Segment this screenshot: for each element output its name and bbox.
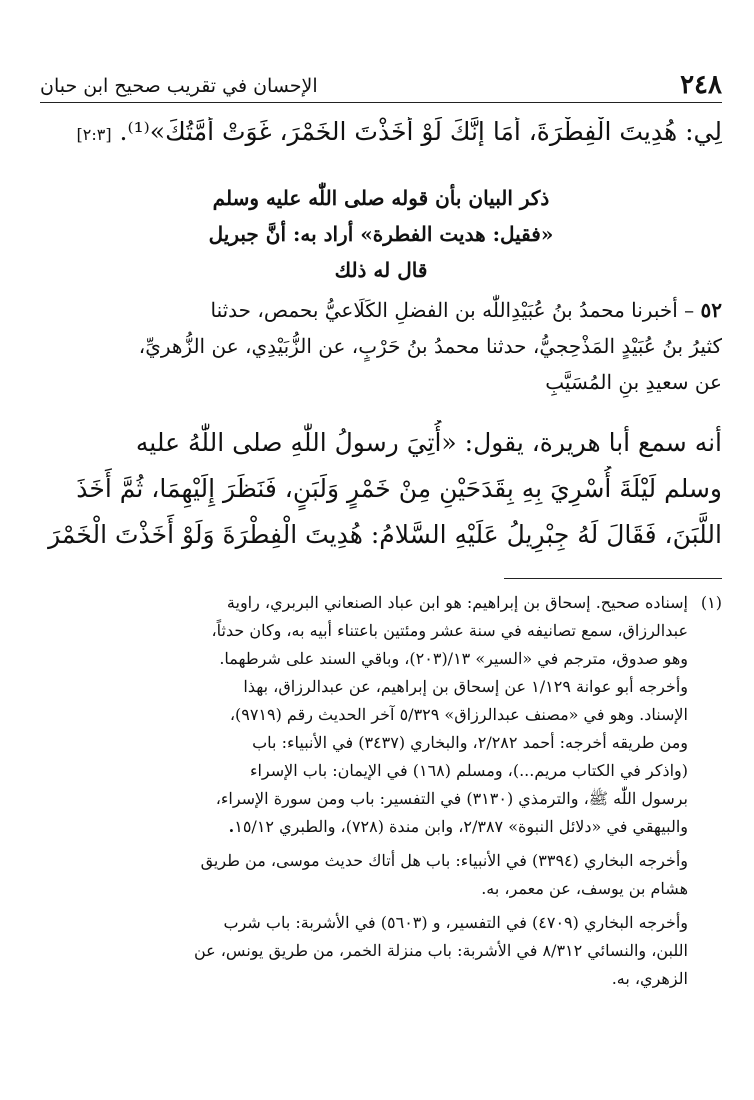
continuation-text: لِي: هُدِيتَ الْفِطْرَةَ، أَمَا إِنَّكَ لَوْ أَخَذْتَ الخَمْرَ، غَوَتْ أُمَّتُكَ»⁽¹⁾. bbox=[119, 117, 722, 146]
footnote-text: والبيهقي في «دلائل النبوة» ٢/٣٨٧، وابن مندة (٧٢٨)، والطبري ١٥/١٢ bbox=[234, 817, 688, 836]
continuation-line bbox=[40, 117, 722, 146]
footnote-line: اللبن، والنسائي ٨/٣١٢ في الأشربة: باب منزلة الخمر، من طريق يونس، عن bbox=[193, 941, 688, 960]
page-number: ٢٤٨ bbox=[680, 70, 722, 100]
footnote-line: (واذكر في الكتاب مريم...)، ومسلم (١٦٨) في الإيمان: باب الإسراء bbox=[249, 761, 688, 780]
footnote-line: هشام بن يوسف، عن معمر، به. bbox=[481, 879, 688, 898]
footnote-line: وأخرجه البخاري (٣٣٩٤) في الأنبياء: باب هل أتاك حديث موسى، من طريق bbox=[200, 851, 688, 870]
matn-line: اللَّبَنَ، فَقَالَ لَهُ جِبْرِيلُ عَلَيْهِ السَّلامُ: هُدِيتَ الْفِطْرَةَ وَلَوْ أَخَذْتَ الْخَمْرَ bbox=[48, 520, 722, 549]
footnotes bbox=[40, 589, 722, 993]
footnote-paragraph bbox=[40, 909, 722, 993]
hadith-number: ٥٢ bbox=[700, 298, 722, 322]
hadith-isnad bbox=[40, 292, 722, 400]
book-page bbox=[40, 58, 722, 999]
footnote-paragraph bbox=[40, 847, 722, 903]
chapter-heading-line: ذكر البيان بأن قوله صلى اللّٰه عليه وسلم bbox=[212, 186, 550, 210]
footnote-line: وهو صدوق، مترجم في «السير» ١٣/(٢٠٣)، وباقي السند على شرطهما. bbox=[219, 649, 688, 668]
isnad-line: كثيرُ بنُ عُبَيْدٍ المَذْحِجيُّ، حدثنا محمدُ بنُ حَرْبٍ، عن الزُّبَيْدِي، عن الزُّهريِّ، bbox=[138, 334, 722, 358]
chapter-heading bbox=[40, 180, 722, 288]
chapter-heading-line: قال له ذلك bbox=[334, 258, 428, 282]
hadith-matn bbox=[40, 420, 722, 558]
matn-line: وسلم لَيْلَةَ أُسْرِيَ بِهِ بِقَدَحَيْنِ مِنْ خَمْرٍ وَلَبَنٍ، فَنَظَرَ إِلَيْهِمَا، ثُمَّ أَخَذَ bbox=[76, 474, 722, 503]
isnad-line: عن سعيدِ بنِ المُسَيَّبِ bbox=[545, 370, 722, 394]
footnote-text: إسناده صحيح. إسحاق بن إبراهيم: هو ابن عباد الصنعاني البربري، راوية bbox=[226, 593, 688, 612]
footnote-line: الزهري، به. bbox=[611, 969, 688, 988]
footnote-paragraph bbox=[40, 589, 722, 841]
chapter-heading-line: «فقيل: هديت الفطرة» أراد به: أنَّ جبريل bbox=[208, 222, 554, 246]
footnote-line: عبدالرزاق، سمع تصانيفه في سنة عشر ومئتين باعتناء أبيه به، وكان حدثاً، bbox=[211, 621, 688, 640]
isnad-line bbox=[40, 292, 722, 328]
footnote-line: برسول اللّٰه ﷺ، والترمذي (٣١٣٠) في التفسير: باب ومن سورة الإسراء، bbox=[215, 789, 688, 808]
running-title: الإحسان في تقريب صحيح ابن حبان bbox=[40, 75, 318, 97]
page-header bbox=[40, 58, 722, 103]
matn-line: أنه سمع أبا هريرة، يقول: «أُتِيَ رسولُ اللّٰهِ صلى اللّٰهُ عليه bbox=[135, 428, 722, 457]
footnote-line: الإسناد. وهو في «مصنف عبدالرزاق» ٥/٣٢٩ آخر الحديث رقم (٩٧١٩)، bbox=[229, 705, 688, 724]
footnote-separator bbox=[504, 578, 722, 579]
footnote-line: والبيهقي في «دلائل النبوة» ٢/٣٨٧، وابن مندة (٧٢٨)، والطبري ١٥/١٢. bbox=[228, 817, 688, 836]
footnote-line: وأخرجه البخاري (٤٧٠٩) في التفسير، و (٥٦٠٣) في الأشربة: باب شرب bbox=[223, 913, 688, 932]
continuation-ref: [٢:٣] bbox=[76, 125, 112, 144]
isnad-text: – أخبرنا محمدُ بنُ عُبَيْدِاللّٰه بن الفضلِ الكَلَاعيُّ بحمص، حدثنا bbox=[210, 298, 695, 322]
footnote-line: ومن طريقه أخرجه: أحمد ٢/٢٨٢، والبخاري (٣٤٣٧) في الأنبياء: باب bbox=[252, 733, 688, 752]
footnote-marker: (١) bbox=[700, 593, 722, 612]
footnote-line bbox=[40, 589, 722, 617]
footnote-line: وأخرجه أبو عوانة ١/١٢٩ عن إسحاق بن إبراهيم، عن عبدالرزاق، بهذا bbox=[243, 677, 688, 696]
